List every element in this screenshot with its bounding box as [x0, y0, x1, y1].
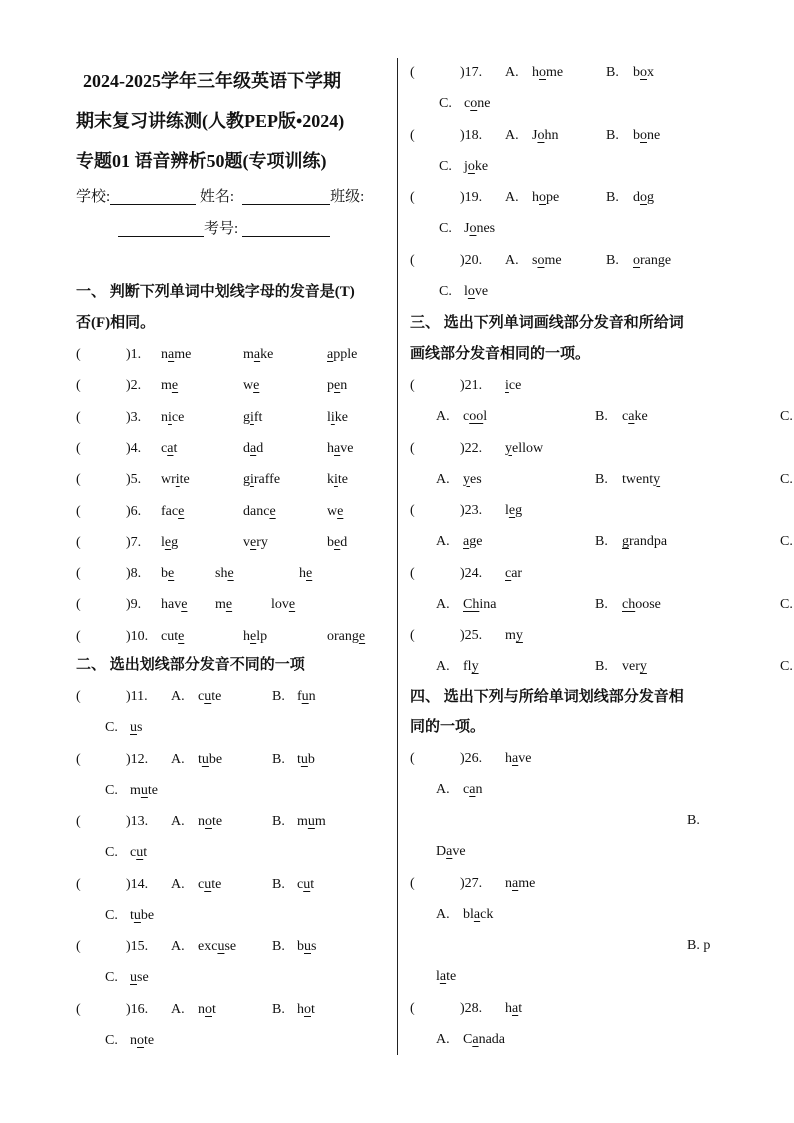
option-c-word: love — [464, 283, 489, 299]
option-a-label: A. — [436, 659, 450, 674]
option-b-label: B. — [687, 813, 700, 828]
underlined-letters: u — [130, 970, 137, 985]
underlined-letters: e — [168, 566, 175, 582]
word-option: kite — [327, 472, 348, 488]
word-option: dance — [243, 503, 276, 519]
question-number: )4. — [126, 440, 142, 456]
word-option: have — [327, 440, 354, 456]
option-b-word: mum — [297, 814, 326, 829]
option-b-label: B. — [272, 939, 285, 954]
option-b-label: B. — [272, 876, 285, 892]
exam-no-label: 考号: — [204, 221, 239, 237]
option-a-label: A. — [171, 689, 185, 704]
option-c-label: C. — [105, 782, 118, 798]
underlined-letters: e — [269, 503, 276, 519]
underlined-letters: o — [205, 814, 212, 829]
option-b-word: cake — [622, 409, 648, 424]
option-c-word: Jones — [464, 221, 496, 236]
underlined-letters: a — [512, 1001, 519, 1016]
answer-paren: ( — [410, 65, 415, 80]
option-b-label: B. p — [687, 938, 711, 953]
question-number: )2. — [126, 378, 142, 394]
question-number: )19. — [460, 190, 483, 205]
answer-paren: ( — [76, 566, 81, 582]
section1-heading-line1: 一、 判断下列单词中划线字母的发音是(T) — [76, 284, 355, 300]
answer-paren: ( — [410, 190, 415, 205]
section3-heading-line1: 三、 选出下列单词画线部分发音和所给词 — [410, 315, 684, 331]
option-a-label: A. — [436, 534, 450, 549]
underlined-letters: y — [515, 628, 523, 643]
option-b-word: grandpa — [622, 534, 668, 549]
question-number: )9. — [126, 597, 142, 613]
word-option: make — [243, 347, 274, 362]
answer-paren: ( — [76, 440, 81, 456]
underlined-letters: e — [178, 503, 185, 519]
underlined-letters: u — [307, 814, 315, 829]
section1-heading-line2: 否(F)相同。 — [76, 315, 156, 331]
option-a-label: A. — [171, 1001, 185, 1017]
option-b-word: bus — [297, 939, 317, 954]
question-number: )28. — [460, 1001, 483, 1016]
option-c-label: C. — [105, 845, 118, 860]
word-option: we — [327, 503, 344, 519]
option-b-label: B. — [606, 65, 619, 80]
underlined-letters: e — [171, 378, 179, 394]
option-a-word: home — [532, 65, 564, 80]
option-b-label: B. — [595, 659, 608, 674]
option-b-word: late — [436, 969, 457, 984]
word-option: me — [161, 378, 179, 394]
answer-paren: ( — [410, 252, 415, 268]
word-option: cute — [161, 628, 185, 644]
underlined-letters: e — [306, 566, 313, 582]
underlined-letters: a — [628, 409, 635, 424]
question-number: )13. — [126, 814, 149, 829]
option-a-word: hope — [532, 190, 560, 205]
underlined-letters: a — [250, 440, 257, 456]
underlined-letters: a — [253, 347, 261, 362]
option-a-word: black — [463, 907, 494, 922]
option-a-word: China — [463, 596, 497, 612]
word-option: orange — [327, 628, 366, 644]
underlined-letters: i — [250, 409, 254, 425]
question-number: )21. — [460, 378, 483, 393]
answer-paren: ( — [76, 814, 81, 829]
underlined-letters: o — [539, 65, 546, 80]
underlined-letters: i — [334, 472, 338, 488]
option-c-label: C. — [439, 158, 452, 174]
word-option: love — [271, 597, 296, 613]
underlined-letters: e — [334, 534, 341, 550]
word-option: help — [243, 628, 268, 644]
word-option: we — [243, 378, 260, 394]
underlined-letters: o — [467, 158, 475, 174]
word-option: giraffe — [243, 472, 281, 488]
option-a-label: A. — [436, 471, 450, 487]
option-b-word: orange — [633, 252, 672, 268]
question-number: )27. — [460, 876, 483, 891]
underlined-letters: o — [640, 65, 647, 80]
underlined-letters: a — [469, 782, 476, 797]
school-label: 学校: — [76, 189, 111, 205]
word-option: like — [327, 409, 348, 425]
answer-paren: ( — [76, 1001, 81, 1017]
question-number: )15. — [126, 939, 149, 954]
word-option: nice — [161, 409, 185, 425]
given-word: leg — [505, 503, 523, 518]
option-b-word: hot — [297, 1001, 315, 1017]
underlined-letters: e — [178, 628, 185, 644]
answer-paren: ( — [76, 409, 81, 425]
option-a-word: some — [532, 252, 562, 268]
option-a-word: cute — [198, 689, 222, 704]
question-number: )5. — [126, 472, 142, 488]
underlined-letters: e — [250, 534, 257, 550]
underlined-letters: u — [217, 939, 225, 954]
underlined-letters: u — [130, 720, 137, 735]
underlined-letters: e — [250, 628, 257, 644]
question-number: )22. — [460, 440, 483, 456]
question-number: )3. — [126, 409, 142, 425]
option-c-label: C. — [780, 596, 793, 612]
question-number: )18. — [460, 127, 483, 143]
exam-no-blank[interactable] — [242, 222, 330, 237]
underlined-letters: o — [539, 190, 546, 205]
underlined-letters: u — [136, 845, 144, 860]
underlined-letters: i — [505, 378, 509, 393]
option-a-label: A. — [171, 814, 185, 829]
question-number: )12. — [126, 751, 149, 767]
answer-paren: ( — [76, 503, 81, 519]
underlined-letters: a — [512, 751, 519, 766]
question-number: )7. — [126, 534, 142, 550]
question-number: )10. — [126, 628, 149, 644]
option-a-word: Canada — [463, 1032, 505, 1047]
option-c-label: C. — [780, 471, 793, 487]
given-word: have — [505, 751, 532, 766]
section4-heading-line2: 同的一项。 — [410, 719, 486, 735]
word-option: gift — [243, 409, 263, 425]
option-c-word: note — [130, 1032, 155, 1048]
answer-paren: ( — [410, 1001, 415, 1016]
option-a-label: A. — [436, 1032, 450, 1047]
name-blank[interactable] — [242, 190, 330, 205]
option-a-label: A. — [505, 127, 519, 143]
underlined-letters: u — [300, 751, 308, 767]
underlined-letters: a — [446, 844, 453, 859]
underlined-letters: e — [227, 566, 234, 582]
underlined-letters: o — [470, 96, 478, 111]
answer-paren: ( — [410, 127, 415, 143]
word-option: pen — [327, 378, 348, 394]
title-line-1: 2024-2025学年三年级英语下学期 — [83, 71, 341, 91]
question-number: )26. — [460, 751, 483, 766]
question-number: )16. — [126, 1001, 149, 1017]
section4-heading-line1: 四、 选出下列与所给单词划线部分发音相 — [410, 689, 684, 705]
option-a-word: yes — [463, 471, 482, 487]
option-a-word: fly — [463, 659, 479, 674]
answer-paren: ( — [76, 751, 81, 767]
given-word: hat — [505, 1001, 523, 1016]
option-b-label: B. — [272, 814, 285, 829]
answer-paren: ( — [76, 347, 81, 362]
class-label: 班级: — [330, 189, 365, 205]
underlined-letters: a — [463, 534, 470, 549]
answer-paren: ( — [76, 378, 81, 394]
answer-paren: ( — [76, 876, 81, 892]
question-number: )20. — [460, 252, 483, 268]
given-word: car — [505, 565, 523, 581]
option-c-word: mute — [130, 782, 158, 798]
underlined-letters: e — [337, 503, 344, 519]
word-option: have — [161, 597, 188, 613]
underlined-letters: i — [330, 409, 335, 425]
underlined-letters: o — [537, 252, 545, 268]
word-option: be — [161, 566, 175, 582]
underlined-letters: u — [133, 907, 141, 923]
option-b-label: B. — [595, 596, 608, 612]
answer-paren: ( — [76, 472, 81, 488]
option-b-label: B. — [272, 689, 285, 704]
underlined-letters: o — [467, 283, 475, 299]
word-option: face — [161, 503, 185, 519]
underlined-letters: ch — [622, 596, 636, 612]
option-b-label: B. — [272, 751, 285, 767]
option-c-label: C. — [439, 96, 452, 111]
option-a-word: age — [463, 534, 483, 549]
underlined-letters: e — [164, 534, 172, 550]
underlined-letters: e — [358, 628, 366, 644]
option-a-word: cute — [198, 876, 222, 892]
word-option: dad — [243, 440, 264, 456]
question-number: )17. — [460, 65, 483, 80]
underlined-letters: e — [181, 597, 188, 613]
option-c-word: us — [130, 720, 143, 735]
info-line-1 — [76, 190, 364, 205]
option-a-word: tube — [198, 751, 223, 767]
question-number: )1. — [126, 347, 142, 362]
word-option: bed — [327, 534, 348, 550]
given-word: my — [505, 628, 523, 643]
underlined-letters: o — [640, 190, 647, 205]
name-label: 姓名: — [199, 189, 235, 205]
question-number: )6. — [126, 503, 142, 519]
option-a-word: John — [532, 127, 559, 143]
underlined-letters: a — [439, 969, 447, 984]
question-number: )11. — [126, 689, 148, 704]
option-a-label: A. — [505, 190, 519, 205]
answer-paren: ( — [410, 628, 415, 643]
class-blank[interactable] — [118, 222, 204, 237]
answer-paren: ( — [76, 534, 81, 550]
given-word: ice — [505, 378, 522, 393]
option-a-label: A. — [505, 65, 519, 80]
underlined-letters: u — [204, 689, 212, 704]
option-a-label: A. — [171, 876, 185, 892]
option-c-label: C. — [780, 409, 793, 424]
underlined-letters: o — [537, 127, 545, 143]
option-b-label: B. — [606, 252, 619, 268]
given-word: yellow — [505, 440, 544, 456]
underlined-letters: a — [168, 347, 175, 362]
option-b-word: very — [622, 659, 647, 674]
answer-paren: ( — [410, 751, 415, 766]
word-option: cat — [161, 440, 178, 456]
given-word: name — [505, 876, 536, 891]
answer-paren: ( — [410, 565, 415, 581]
word-option: he — [299, 566, 313, 582]
option-c-label: C. — [105, 970, 118, 985]
underlined-letters: e — [508, 503, 516, 518]
option-b-label: B. — [606, 190, 619, 205]
section3-heading-line2: 画线部分发音相同的一项。 — [410, 346, 591, 362]
question-number: )25. — [460, 628, 483, 643]
answer-paren: ( — [76, 689, 81, 704]
option-c-word: cone — [464, 96, 491, 111]
option-c-label: C. — [105, 720, 118, 735]
underlined-letters: y — [471, 659, 479, 674]
underlined-letters: a — [512, 876, 519, 891]
underlined-letters: Ch — [463, 596, 480, 612]
answer-paren: ( — [410, 876, 415, 891]
word-option: me — [215, 597, 233, 613]
question-number: )23. — [460, 503, 483, 518]
option-a-label: A. — [171, 939, 185, 954]
answer-paren: ( — [410, 378, 415, 393]
option-b-word: Dave — [436, 844, 466, 859]
option-c-word: joke — [464, 158, 489, 174]
option-b-word: tub — [297, 751, 315, 767]
option-b-word: dog — [633, 190, 654, 205]
option-a-word: excuse — [198, 939, 237, 954]
option-c-word: tube — [130, 907, 155, 923]
school-blank[interactable] — [110, 190, 196, 205]
question-number: )8. — [126, 566, 142, 582]
option-b-label: B. — [606, 127, 619, 143]
option-c-word: use — [130, 970, 149, 985]
word-option: she — [215, 566, 234, 582]
answer-paren: ( — [76, 628, 81, 644]
underlined-letters: g — [622, 534, 629, 549]
option-c-label: C. — [439, 221, 452, 236]
word-option: leg — [161, 534, 179, 550]
answer-paren: ( — [410, 440, 415, 456]
option-a-label: A. — [436, 596, 450, 612]
underlined-letters: i — [250, 472, 254, 488]
underlined-letters: y — [505, 440, 512, 456]
option-c-label: C. — [780, 659, 793, 674]
word-option: very — [243, 534, 268, 550]
answer-paren: ( — [76, 597, 81, 613]
title-line-3: 专题01 语音辨析50题(专项训练) — [76, 151, 327, 171]
answer-paren: ( — [76, 939, 81, 954]
underlined-letters: e — [288, 597, 296, 613]
underlined-letters: a — [327, 347, 334, 362]
option-c-word: cut — [130, 845, 148, 860]
option-b-word: twenty — [622, 471, 661, 487]
option-a-word: not — [198, 1001, 216, 1017]
underlined-letters: u — [201, 751, 209, 767]
underlined-letters: u — [204, 876, 212, 892]
option-b-label: B. — [595, 534, 608, 549]
option-a-label: A. — [436, 409, 450, 424]
word-option: name — [161, 347, 192, 362]
underlined-letters: c — [505, 565, 512, 581]
underlined-letters: o — [304, 1001, 311, 1017]
option-b-word: box — [633, 65, 654, 80]
underlined-letters: y — [639, 659, 647, 674]
word-option: apple — [327, 347, 358, 362]
underlined-letters: o — [137, 1032, 144, 1048]
underlined-letters: y — [653, 471, 661, 487]
underlined-letters: a — [334, 440, 341, 456]
underlined-letters: y — [463, 471, 470, 487]
underlined-letters: u — [303, 876, 311, 892]
option-a-word: can — [463, 782, 483, 797]
option-a-word: cool — [463, 409, 488, 424]
underlined-letters: u — [301, 689, 309, 704]
underlined-letters: u — [140, 782, 148, 798]
underlined-letters: i — [168, 409, 172, 425]
underlined-letters: e — [253, 378, 260, 394]
underlined-letters: a — [473, 907, 481, 922]
option-c-label: C. — [439, 283, 452, 299]
option-b-label: B. — [272, 1001, 285, 1017]
underlined-letters: oo — [469, 409, 484, 424]
option-c-label: C. — [105, 1032, 118, 1048]
underlined-letters: a — [167, 440, 174, 456]
option-a-word: note — [198, 814, 223, 829]
underlined-letters: o — [469, 221, 477, 236]
option-b-word: choose — [622, 596, 661, 612]
option-b-word: cut — [297, 876, 315, 892]
section2-heading: 二、 选出划线部分发音不同的一项 — [76, 657, 305, 673]
underlined-letters: o — [205, 1001, 212, 1017]
column-divider — [397, 58, 398, 1055]
question-number: )14. — [126, 876, 149, 892]
underlined-letters: e — [334, 378, 341, 394]
underlined-letters: i — [175, 472, 180, 488]
title-line-2: 期末复习讲练测(人教PEP版•2024) — [76, 111, 345, 131]
answer-paren: ( — [410, 503, 415, 518]
underlined-letters: e — [225, 597, 233, 613]
option-c-label: C. — [105, 907, 118, 923]
option-b-word: bone — [633, 127, 661, 143]
underlined-letters: o — [640, 127, 647, 143]
word-option: write — [161, 472, 190, 488]
underlined-letters: o — [633, 252, 640, 268]
option-b-word: fun — [297, 689, 316, 704]
option-a-label: A. — [171, 751, 185, 767]
option-c-label: C. — [780, 534, 793, 549]
underlined-letters: a — [472, 1032, 479, 1047]
underlined-letters: u — [304, 939, 311, 954]
question-number: )24. — [460, 565, 483, 581]
option-a-label: A. — [436, 782, 450, 797]
info-line-2 — [118, 222, 330, 237]
option-b-label: B. — [595, 471, 608, 487]
option-a-label: A. — [436, 907, 450, 922]
option-b-label: B. — [595, 409, 608, 424]
option-a-label: A. — [505, 252, 519, 268]
